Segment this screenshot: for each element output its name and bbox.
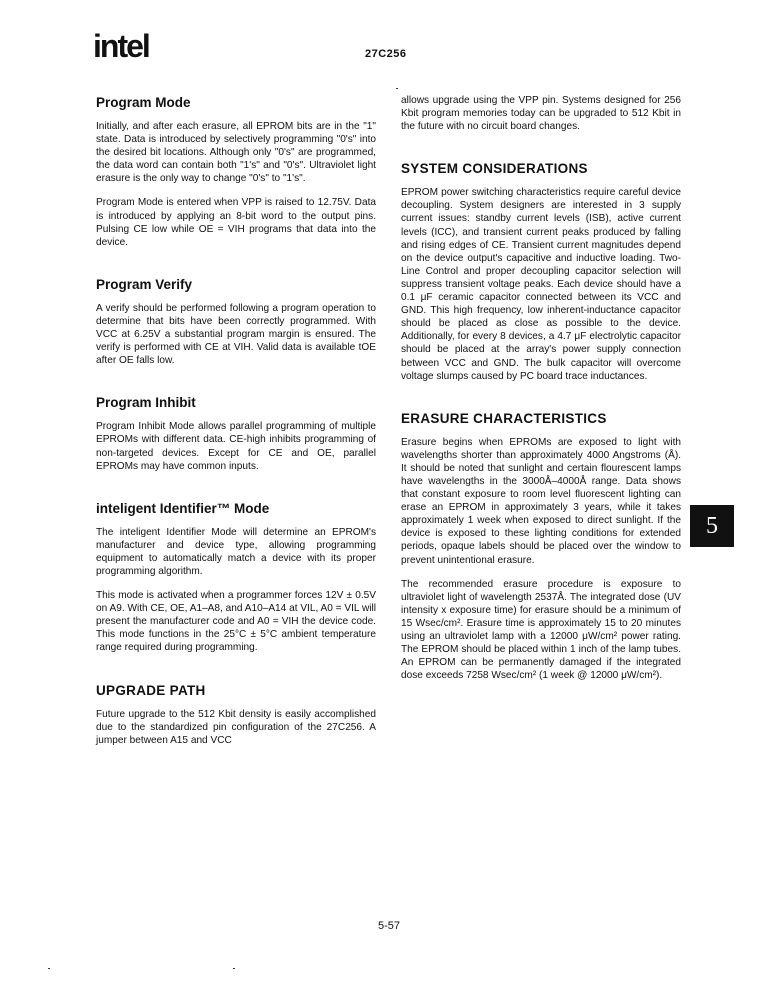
section-upgrade-path — [96, 682, 376, 747]
paragraph: allows upgrade using the VPP pin. Systems designed for 256 Kbit program memories today can be upgraded to 512 Kbit in the future with no circuit board changes. — [401, 95, 681, 133]
paragraph: Program Inhibit Mode allows parallel programming of multiple EPROMs with different data. CE-high inhibits programming of non-targeted devices. Except for CE and OE, parallel EPROMs may have common inputs. — [96, 421, 376, 472]
paragraph: Future upgrade to the 512 Kbit density is easily accomplished due to the standardized pin configuration of the 27C256. A jumper between A15 and VCC — [96, 708, 376, 746]
intel-logo: intel — [93, 28, 149, 64]
heading-system-considerations: SYSTEM CONSIDERATIONS — [401, 161, 588, 177]
paragraph: Program Mode is entered when VPP is raised to 12.75V. Data is introduced by applying an 8-bit word to the output pins. Pulsing CE low while OE = VIH programs that data into the device. — [96, 197, 376, 248]
paragraph: A verify should be performed following a program operation to determine that bits have been correctly programmed. With VCC at 6.25V a substantial program margin is ensured. The verify is performed with CE at VIH. Valid data is available tOE after OE falls low. — [96, 302, 376, 367]
page-number: 5-57 — [378, 920, 401, 932]
section-inteligent-identifier — [96, 500, 376, 655]
paragraph: Initially, and after each erasure, all EPROM bits are in the "1" state. Data is introduced by selectively programming "0's" into the desired bit locations. Although only "0's" are programmed, the data word can contain both "1's" and "0's". Ultraviolet light erasure is the only way to change "0's" to "1's". — [96, 121, 376, 185]
section-system-considerations — [401, 160, 681, 382]
section-tab: 5 — [690, 505, 734, 547]
paragraph: This mode is activated when a programmer forces 12V ± 0.5V on A9. With CE, OE, A1–A8, and A10–A14 at VIL, A0 = VIL will present the manufacturer code and A0 = VIH the device code. This mode functions in the 25°C ± 5°C ambient temperature range required during programming. — [96, 590, 376, 654]
section-erasure-characteristics — [401, 410, 681, 683]
heading-erasure-characteristics: ERASURE CHARACTERISTICS — [401, 410, 607, 426]
scan-speck — [48, 968, 50, 969]
heading-inteligent-identifier: inteligent Identifier™ Mode — [96, 500, 270, 516]
section-program-verify — [96, 276, 376, 367]
paragraph: EPROM power switching characteristics require careful device decoupling. System designers are interested in 3 supply current issues: standby current levels (ISB), active current levels (ICC), and transient current peaks produced by falling and rising edges of CE. Transient current magnitudes depend on the device output's capacitive and inductive loading. Two-Line Control and proper decoupling capacitor selection will suppress transient voltage peaks. Each device should have a 0.1 μF ceramic capacitor connected between its VCC and GND. This high frequency, low inherent-inductance capacitor should be placed as close as possible to the device. Additionally, for every 8 devices, a 4.7 μF electrolytic capacitor should be placed at the array's power supply connection between VCC and GND. The bulk capacitor will overcome voltage slumps caused by PC board trace inductances. — [401, 187, 681, 382]
heading-program-inhibit: Program Inhibit — [96, 395, 196, 411]
part-number: 27C256 — [365, 48, 407, 60]
section-program-mode — [96, 94, 376, 249]
scan-speck — [396, 88, 398, 89]
paragraph: Erasure begins when EPROMs are exposed to light with wavelengths shorter than approximately 4000 Angstroms (Å). It should be noted that sunlight and certain flourescent lamps have wavelengths in the 3000Å–4000Å range. Data shows that constant exposure to room level fluorescent lighting can erase an EPROM in approximately 3 years, while it takes approximately 1 week when exposed to direct sunlight. If the device is exposed to these lighting conditions for extended periods, opaque labels should be placed over the window to prevent unintentional erasure. — [401, 436, 681, 566]
heading-program-verify: Program Verify — [96, 276, 193, 292]
left-column — [96, 94, 376, 758]
heading-program-mode: Program Mode — [96, 95, 191, 110]
paragraph: The inteligent Identifier Mode will determine an EPROM's manufacturer and device type, allowing programming equipment to automatically match a device with its proper programming algorithm. — [96, 526, 376, 577]
right-column — [401, 94, 681, 693]
heading-upgrade-path: UPGRADE PATH — [96, 682, 206, 698]
scan-speck — [233, 968, 235, 969]
paragraph: The recommended erasure procedure is exposure to ultraviolet light of wavelength 2537Å. The integrated dose (UV intensity x exposure time) for erasure should be a minimum of 15 Wsec/cm². Erasure time is approximately 15 to 20 minutes using an ultraviolet lamp with a 12000 μW/cm² power rating. The EPROM should be placed within 1 inch of the lamp tubes. An EPROM can be permanently damaged if the integrated dose exceeds 7258 Wsec/cm² (1 week @ 12000 μW/cm²). — [401, 578, 681, 682]
section-program-inhibit — [96, 394, 376, 472]
